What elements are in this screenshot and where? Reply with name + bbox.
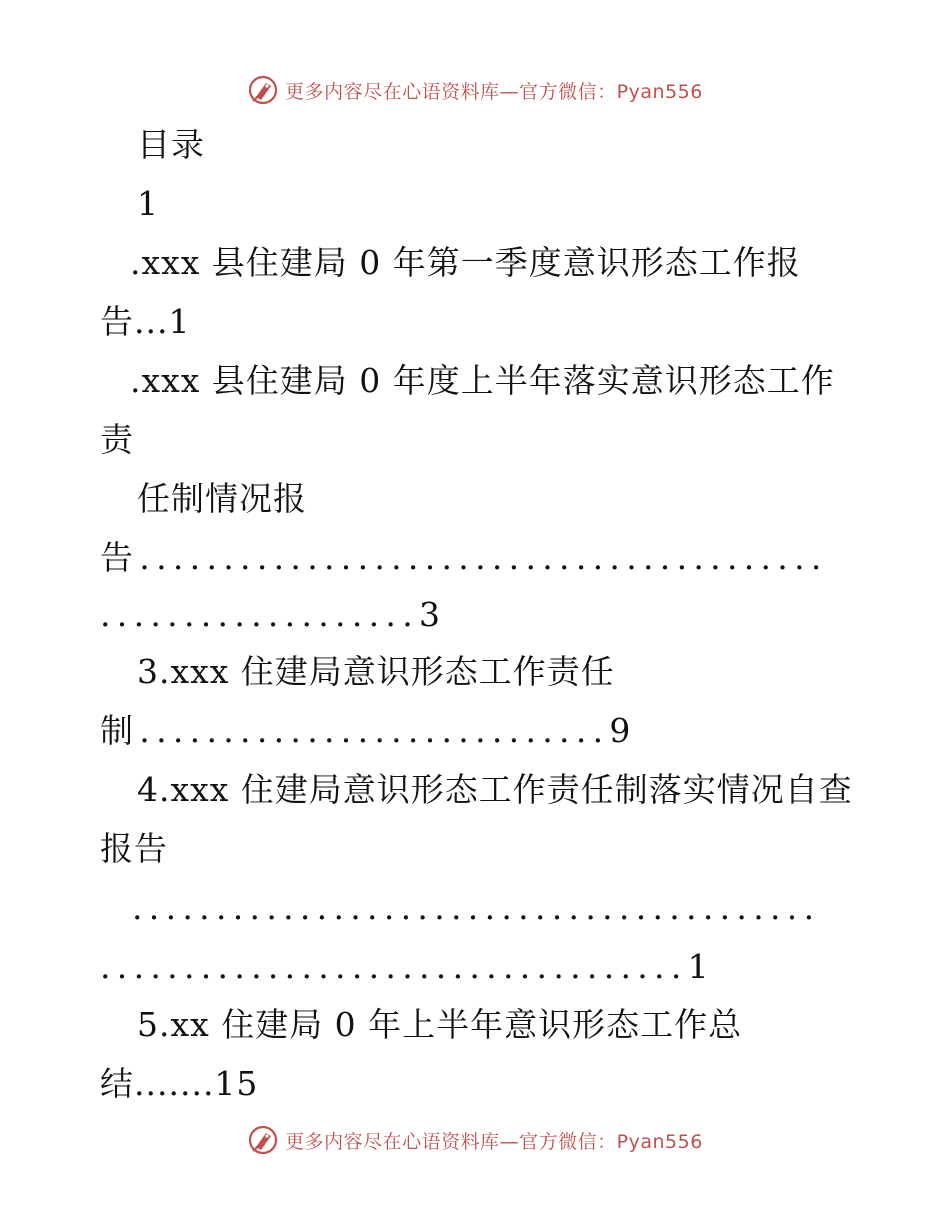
- pen-nib-icon: [247, 1124, 279, 1156]
- toc-entry-4-line-1: 4.xxx 住建局意识形态工作责任制落实情况自查: [137, 770, 853, 809]
- toc-entry-2-line-4: 告.........................................: [100, 538, 828, 577]
- footer-banner: [0, 1120, 950, 1160]
- toc-entry-2-line-3: 任制情况报: [137, 479, 307, 518]
- toc-entry-2-line-5: ...................3: [100, 595, 447, 634]
- pen-nib-icon: [247, 74, 279, 106]
- toc-entry-4-line-2: 报告: [100, 829, 168, 868]
- toc-entry-5-line-1: 5.xx 住建局 0 年上半年意识形态工作总: [137, 1005, 743, 1044]
- toc-entry-2-line-2: 责: [100, 420, 134, 459]
- toc-entry-1-line-1: .xxx 县住建局 0 年第一季度意识形态工作报: [130, 243, 801, 282]
- toc-index: 1: [137, 184, 159, 223]
- toc-entry-4-line-4: ...................................1: [100, 947, 715, 986]
- toc-title: 目录: [137, 125, 205, 164]
- footer-banner-text: 更多内容尽在心语资料库—官方微信：Pyan556: [285, 1130, 703, 1153]
- toc-entry-3-line-2: 制............................9: [100, 711, 637, 750]
- toc-entry-5-line-2: 结.......15: [100, 1064, 259, 1103]
- toc-entry-1-line-2: 告...1: [100, 302, 191, 341]
- toc-entry-3-line-1: 3.xxx 住建局意识形态工作责任: [137, 652, 615, 691]
- toc-entry-4-line-3: .........................................: [132, 888, 821, 927]
- header-banner: [0, 70, 950, 110]
- header-banner-text: 更多内容尽在心语资料库—官方微信：Pyan556: [285, 80, 703, 103]
- toc-entry-2-line-1: .xxx 县住建局 0 年度上半年落实意识形态工作: [130, 361, 835, 400]
